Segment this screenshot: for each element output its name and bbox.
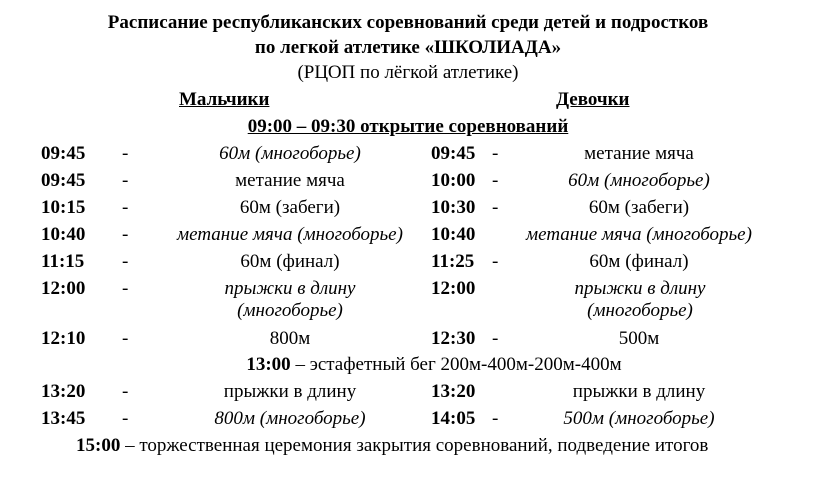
girls-event: метание мяча bbox=[584, 143, 694, 164]
girls-time: 10:30 bbox=[431, 197, 476, 218]
closing-line bbox=[0, 435, 816, 457]
document-title-line-2: по легкой атлетике «ШКОЛИАДА» bbox=[254, 37, 562, 58]
boys-time: 10:40 bbox=[41, 224, 86, 245]
boys-event: 800м (многоборье) bbox=[214, 408, 366, 429]
boys-dash: - bbox=[122, 143, 129, 164]
girls-event: 500м (многоборье) bbox=[563, 408, 715, 429]
boys-time: 13:20 bbox=[41, 381, 86, 402]
boys-event: метание мяча bbox=[235, 170, 345, 191]
boys-time: 12:00 bbox=[41, 278, 86, 299]
girls-event: прыжки в длину bbox=[572, 381, 706, 402]
girls-dash: - bbox=[492, 197, 499, 218]
boys-time: 09:45 bbox=[41, 143, 86, 164]
girls-time: 09:45 bbox=[431, 143, 476, 164]
girls-time: 10:00 bbox=[431, 170, 476, 191]
girls-event: 500м bbox=[618, 328, 660, 349]
boys-event: метание мяча (многоборье) bbox=[177, 224, 403, 245]
boys-dash: - bbox=[122, 408, 129, 429]
boys-event: 60м (забеги) bbox=[239, 197, 341, 218]
boys-dash: - bbox=[122, 328, 129, 349]
boys-event: 60м (финал) bbox=[240, 251, 340, 272]
boys-dash: - bbox=[122, 170, 129, 191]
girls-time: 12:00 bbox=[431, 278, 476, 299]
boys-event: 800м bbox=[269, 328, 311, 349]
relay-time: 13:00 bbox=[246, 354, 291, 375]
opening-line: 09:00 – 09:30 открытие соревнований bbox=[247, 116, 569, 137]
girls-event: 60м (финал) bbox=[589, 251, 689, 272]
girls-dash: - bbox=[492, 170, 499, 191]
boys-dash: - bbox=[122, 224, 129, 245]
closing-time: 15:00 bbox=[76, 435, 121, 456]
boys-dash: - bbox=[122, 251, 129, 272]
boys-time: 09:45 bbox=[41, 170, 86, 191]
boys-dash: - bbox=[122, 278, 129, 299]
girls-event: 60м (многоборье) bbox=[568, 170, 710, 191]
boys-dash: - bbox=[122, 197, 129, 218]
boys-column-heading: Мальчики bbox=[179, 89, 270, 110]
girls-time: 12:30 bbox=[431, 328, 476, 349]
boys-event: 60м (многоборье) bbox=[219, 143, 361, 164]
boys-time: 13:45 bbox=[41, 408, 86, 429]
girls-time: 13:20 bbox=[431, 381, 476, 402]
girls-time: 10:40 bbox=[431, 224, 476, 245]
document-title-line-1: Расписание республиканских соревнований среди детей и подростков bbox=[107, 12, 709, 33]
relay-line bbox=[0, 354, 816, 376]
girls-event: 60м (забеги) bbox=[588, 197, 690, 218]
document-subtitle: (РЦОП по лёгкой атлетике) bbox=[297, 62, 519, 83]
girls-event: прыжки в длину (многоборье) bbox=[574, 278, 706, 321]
girls-dash: - bbox=[492, 251, 499, 272]
relay-text: – эстафетный бег 200м-400м-200м-400м bbox=[290, 354, 622, 375]
girls-dash: - bbox=[492, 408, 499, 429]
boys-time: 11:15 bbox=[41, 251, 85, 272]
boys-time: 12:10 bbox=[41, 328, 86, 349]
boys-event: прыжки в длину (многоборье) bbox=[224, 278, 356, 321]
boys-dash: - bbox=[122, 381, 129, 402]
girls-event: метание мяча (многоборье) bbox=[526, 224, 752, 245]
girls-time: 14:05 bbox=[431, 408, 476, 429]
girls-dash: - bbox=[492, 143, 499, 164]
girls-dash: - bbox=[492, 328, 499, 349]
girls-time: 11:25 bbox=[431, 251, 475, 272]
boys-time: 10:15 bbox=[41, 197, 86, 218]
boys-event: прыжки в длину bbox=[223, 381, 357, 402]
closing-text: – торжественная церемония закрытия соревнований, подведение итогов bbox=[120, 435, 709, 456]
girls-column-heading: Девочки bbox=[556, 89, 630, 110]
